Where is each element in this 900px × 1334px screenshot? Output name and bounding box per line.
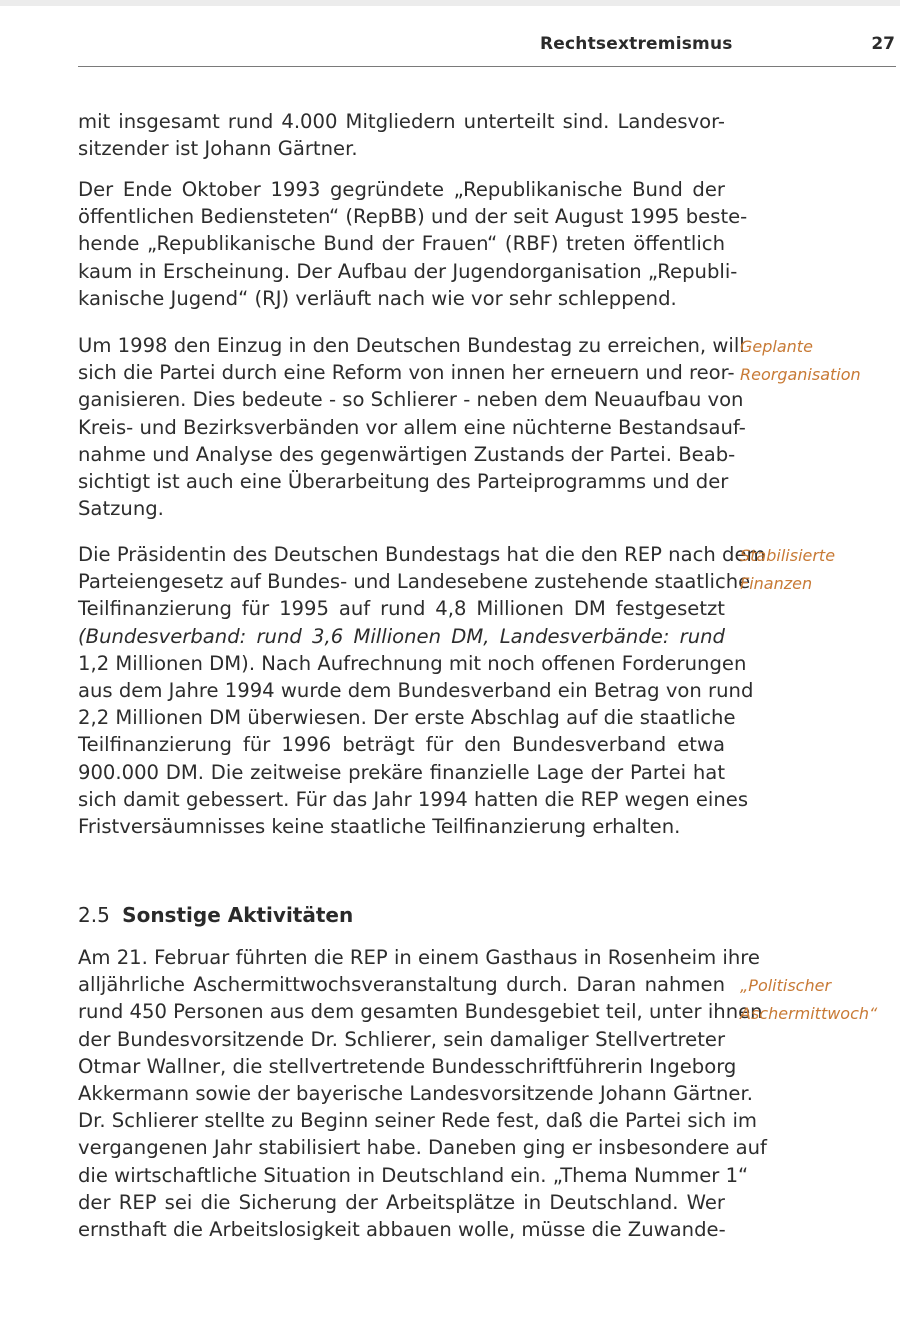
text-line: 2,2 Millionen DM überwiesen. Der erste Abschlag auf die staatliche xyxy=(78,706,736,730)
margin-note-finanzen xyxy=(740,542,900,597)
text-line: sich damit gebessert. Für das Jahr 1994 hatten die REP wegen eines xyxy=(78,787,749,811)
paragraph-3 xyxy=(78,332,746,522)
text-line: Die Präsidentin des Deutschen Bundestags hat die den REP nach dem xyxy=(78,543,766,566)
margin-note-line: Finanzen xyxy=(740,573,813,593)
text-line: (Bundesverband: rund 3,6 Millionen DM, Landesverbände: rund xyxy=(78,624,725,648)
margin-note-line: Aschermittwoch“ xyxy=(740,1003,878,1023)
text-line: mit insgesamt rund 4.000 Mitgliedern unterteilt sind. Landesvor- xyxy=(78,110,725,133)
margin-note-line: Stabilisierte xyxy=(740,546,836,565)
text-line: Um 1998 den Einzug in den Deutschen Bundestag zu erreichen, will xyxy=(78,334,745,357)
text-line: rund 450 Personen aus dem gesamten Bundesgebiet teil, unter ihnen xyxy=(78,1000,763,1024)
page-top-edge xyxy=(0,0,900,6)
text-line: sich die Partei durch eine Reform von innen her erneuern und reor- xyxy=(78,361,735,385)
text-line: Otmar Wallner, die stellvertretende Bundesschriftführerin Ingeborg xyxy=(78,1054,737,1078)
text-line: aus dem Jahre 1994 wurde dem Bundesverband ein Betrag von rund xyxy=(78,679,754,703)
section-number: 2.5 xyxy=(78,903,110,927)
section-heading xyxy=(78,902,353,929)
paragraph-5 xyxy=(78,944,767,1243)
text-line: Akkermann sowie der bayerische Landesvorsitzende Johann Gärtner. xyxy=(78,1082,753,1106)
text-line: hende „Republikanische Bund der Frauen“ (RBF) treten öffentlich xyxy=(78,232,725,256)
paragraph-4 xyxy=(78,541,766,840)
text-line: sichtigt ist auch eine Überarbeitung des Parteiprogramms und der xyxy=(78,470,729,494)
section-title: Sonstige Aktivitäten xyxy=(122,903,354,927)
running-header-title: Rechtsextremismus xyxy=(540,34,733,54)
text-line: Am 21. Februar führten die REP in einem Gasthaus in Rosenheim ihre xyxy=(78,946,760,969)
header-rule xyxy=(78,66,896,67)
page-number: 27 xyxy=(871,34,895,54)
text-line: vergangenen Jahr stabilisiert habe. Daneben ging er insbesondere auf xyxy=(78,1136,767,1160)
text-line: der Bundesvorsitzende Dr. Schlierer, sein damaliger Stellvertreter xyxy=(78,1027,725,1051)
text-line: öffentlichen Bediensteten“ (RepBB) und der seit August 1995 beste- xyxy=(78,205,748,229)
text-line: Fristversäumnisses keine staatliche Teilfinanzierung erhalten. xyxy=(78,815,681,839)
text-line: Satzung. xyxy=(78,497,164,521)
margin-note-reorganisation xyxy=(740,333,900,388)
margin-note-aschermittwoch xyxy=(740,972,900,1027)
margin-note-line: Reorganisation xyxy=(740,364,861,384)
margin-note-line: „Politischer xyxy=(740,976,832,995)
text-line: kaum in Erscheinung. Der Aufbau der Jugendorganisation „Republi- xyxy=(78,259,738,283)
text-line: alljährliche Aschermittwochsveranstaltung durch. Daran nahmen xyxy=(78,973,725,997)
text-line: nahme und Analyse des gegenwärtigen Zustands der Partei. Beab- xyxy=(78,442,736,466)
text-line: ernsthaft die Arbeitslosigkeit abbauen wolle, müsse die Zuwande- xyxy=(78,1218,726,1242)
text-line: die wirtschaftliche Situation in Deutschland ein. „Thema Nummer 1“ xyxy=(78,1163,749,1187)
text-line: kanische Jugend“ (RJ) verläuft nach wie vor sehr schleppend. xyxy=(78,286,677,310)
text-line: Teilfinanzierung für 1996 beträgt für den Bundesverband etwa xyxy=(78,733,725,757)
text-line: 900.000 DM. Die zeitweise prekäre finanzielle Lage der Partei hat xyxy=(78,760,725,784)
text-line: Parteiengesetz auf Bundes- und Landesebene zustehende staatliche xyxy=(78,570,751,594)
margin-note-line: Geplante xyxy=(740,337,813,356)
text-line: Der Ende Oktober 1993 gegründete „Republikanische Bund der xyxy=(78,178,725,201)
text-line: sitzender ist Johann Gärtner. xyxy=(78,137,358,161)
text-line: der REP sei die Sicherung der Arbeitsplätze in Deutschland. Wer xyxy=(78,1190,725,1214)
text-line: Dr. Schlierer stellte zu Beginn seiner Rede fest, daß die Partei sich im xyxy=(78,1109,757,1133)
paragraph-1 xyxy=(78,108,725,162)
text-line: 1,2 Millionen DM). Nach Aufrechnung mit noch offenen Forderungen xyxy=(78,651,747,675)
paragraph-2 xyxy=(78,176,748,312)
text-line: ganisieren. Dies bedeute - so Schlierer - neben dem Neuaufbau von xyxy=(78,388,744,412)
text-line: Kreis- und Bezirksverbänden vor allem eine nüchterne Bestandsauf- xyxy=(78,415,746,439)
text-line: Teilfinanzierung für 1995 auf rund 4,8 Millionen DM festgesetzt xyxy=(78,597,725,621)
